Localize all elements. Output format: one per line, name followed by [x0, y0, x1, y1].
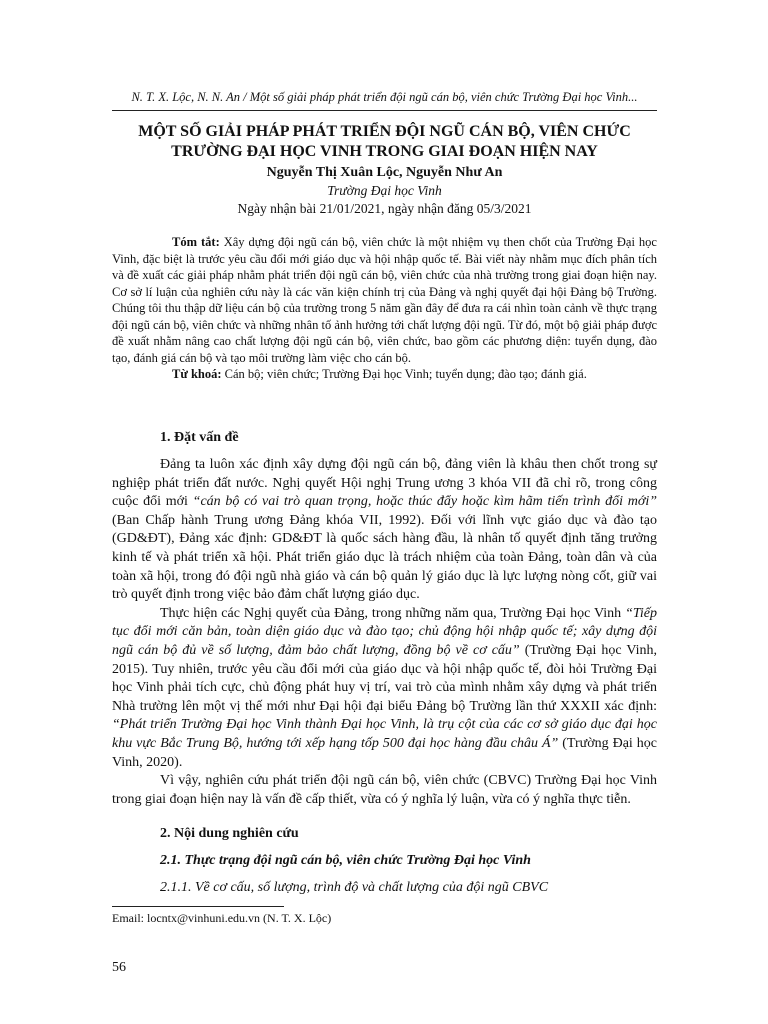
section-1-paragraph-2 — [112, 605, 657, 772]
abstract-text: Xây dựng đội ngũ cán bộ, viên chức là một nhiệm vụ then chốt của Trường Đại học Vinh, đặc biệt là trước yêu cầu đổi mới giáo dục và hội nhập quốc tế. Bài viết này nhằm mục đích phân tích và đề xuất các giải pháp nhằm phát triển đội ngũ cán bộ, viên chức của nhà trường trong giai đoạn hiện nay. Cơ sở lí luận của nghiên cứu này là các văn kiện chính trị của Đảng và nghị quyết đại hội Đảng bộ Trường. Chúng tôi thu thập dữ liệu cán bộ của trường trong 5 năm gần đây để đưa ra cái nhìn toàn cảnh về thực trạng đội ngũ cán bộ, viên chức và những nhân tố ảnh hưởng tới chất lượng đội ngũ. Từ đó, một bộ giải pháp được đề xuất nhằm nâng cao chất lượng đội ngũ cán bộ, viên chức, bao gồm các phương diện: tuyển dụng, đào tạo, đánh giá cán bộ và tạo môi trường làm việc cho cán bộ. — [112, 235, 657, 365]
title-line-2: TRƯỜNG ĐẠI HỌC VINH TRONG GIAI ĐOẠN HIỆN NAY — [171, 143, 598, 160]
footnote-rule — [112, 906, 284, 907]
authors: Nguyễn Thị Xuân Lộc, Nguyễn Như An — [266, 165, 503, 180]
section-1-heading: 1. Đặt vấn đề — [160, 430, 239, 445]
section-1-paragraph-3: Vì vậy, nghiên cứu phát triển đội ngũ cán bộ, viên chức (CBVC) Trường Đại học Vinh trong giai đoạn hiện nay là vấn đề cấp thiết, vừa có ý nghĩa lý luận, vừa có ý nghĩa thực tiễn. — [112, 773, 657, 807]
section-1-paragraph-1 — [112, 456, 657, 605]
subsection-2-1-1-heading: 2.1.1. Về cơ cấu, số lượng, trình độ và chất lượng của đội ngũ CBVC — [160, 880, 549, 895]
section-1-body — [112, 456, 657, 809]
abstract-paragraph — [112, 234, 657, 366]
submission-dates: Ngày nhận bài 21/01/2021, ngày nhận đăng 05/3/2021 — [237, 201, 532, 216]
footnote-email: Email: locntx@vinhuni.edu.vn (N. T. X. Lộc) — [112, 911, 332, 925]
keywords-paragraph — [112, 366, 657, 383]
subsection-2-1-heading: 2.1. Thực trạng đội ngũ cán bộ, viên chức Trường Đại học Vinh — [160, 853, 531, 868]
p2-text-b: (Trường Đại học Vinh, 2015). Tuy nhiên, trước yêu cầu đổi mới của giáo dục và hội nhập quốc tế, đòi hỏi Trường Đại học Vinh phải tích cực, chủ động phát huy vị trí, vai trò của mình nhằm xây dựng và phát triển Nhà trường lên một vị thế mới như Đại hội đại biểu Đảng bộ Trường lần thứ XXXII xác định: — [112, 642, 657, 714]
p2-text-c: (Trường Đại học Vinh, 2020). — [112, 735, 657, 770]
p2-quote-2: “Phát triển Trường Đại học Vinh thành Đại học Vinh, là trụ cột của các cơ sở giáo dục đại học khu vực Bắc Trung Bộ, hướng tới xếp hạng tốp 500 đại học hàng đầu châu Á” — [112, 717, 657, 751]
p2-quote-1: “Tiếp tục đổi mới căn bản, toàn diện giáo dục và đào tạo; chủ động hội nhập quốc tế; xây dựng đội ngũ cán bộ đủ về số lượng, đảm bảo chất lượng, đồng bộ về cơ cấu” — [112, 605, 657, 658]
p1-text-b: (Ban Chấp hành Trung ương Đảng khóa VII, 1992). Đối với lĩnh vực giáo dục và đào tạo (GD&ĐT), Đảng xác định: GD&ĐT là quốc sách hàng đầu, là nhân tố quyết định tăng trưởng kinh tế và phát triển xã hội. Phát triển giáo dục là trách nhiệm của toàn Đảng, toàn dân và của toàn xã hội, trong đó đội ngũ nhà giáo và cán bộ quản lý giáo dục là lực lượng nòng cốt, giữ vai trò quyết định trong việc bảo đảm chất lượng giáo dục. — [112, 512, 657, 603]
section-2-heading: 2. Nội dung nghiên cứu — [160, 826, 299, 841]
p1-text-a: Đảng ta luôn xác định xây dựng đội ngũ cán bộ, đảng viên là khâu then chốt trong sự nghiệp phát triển đất nước. Nghị quyết Hội nghị Trung ương 3 khóa VII đã chỉ rõ, trong công cuộc đổi mới — [112, 457, 657, 510]
affiliation: Trường Đại học Vinh — [327, 183, 442, 198]
abstract — [112, 234, 657, 383]
paper-title — [112, 122, 657, 162]
running-head: N. T. X. Lộc, N. N. An / Một số giải pháp phát triển đội ngũ cán bộ, viên chức Trường Đại học Vinh... — [131, 90, 638, 104]
p1-quote: “cán bộ có vai trò quan trọng, hoặc thúc đẩy hoặc kìm hãm tiến trình đổi mới” — [192, 494, 658, 510]
keywords-label: Từ khoá: — [172, 367, 222, 381]
page-number: 56 — [112, 960, 126, 975]
keywords-text: Cán bộ; viên chức; Trường Đại học Vinh; tuyển dụng; đào tạo; đánh giá. — [221, 367, 587, 381]
title-line-1: MỘT SỐ GIẢI PHÁP PHÁT TRIỂN ĐỘI NGŨ CÁN BỘ, VIÊN CHỨC — [138, 123, 631, 140]
header-rule — [112, 110, 657, 111]
abstract-label: Tóm tắt: — [172, 235, 220, 249]
p2-text-a: Thực hiện các Nghị quyết của Đảng, trong những năm qua, Trường Đại học Vinh — [160, 605, 626, 621]
